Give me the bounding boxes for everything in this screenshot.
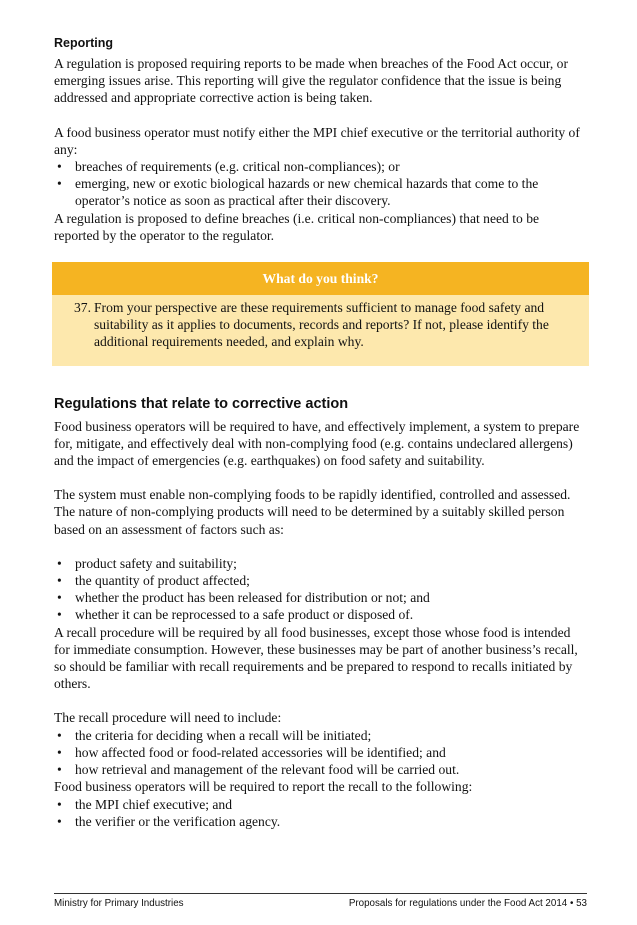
question-number: 37. xyxy=(74,300,91,316)
corrective-para-4: The recall procedure will need to include: xyxy=(54,710,282,726)
footer-document-title-page: Proposals for regulations under the Food Act 2014 • 53 xyxy=(348,898,587,909)
corrective-para-1: Food business operators will be required to have, and effectively implement, a system to prepare for, mitigate, and effectively deal with non-complying food (e.g. contains undeclared allergens) and the impact of emergencies (e.g. earthquakes) on food safety and suitability. xyxy=(54,418,580,469)
factors-bullet-list xyxy=(54,555,587,624)
list-item: • whether it can be reprocessed to a safe product or disposed of. xyxy=(54,606,587,623)
reporting-bullet-list xyxy=(54,158,587,210)
page-content xyxy=(54,36,587,830)
list-item: • the verifier or the verification agency. xyxy=(54,813,587,830)
report-recipients-bullet-list xyxy=(54,796,587,830)
page-footer xyxy=(54,893,587,909)
reporting-para-2: A food business operator must notify either the MPI chief executive or the territorial authority of any: xyxy=(54,124,580,157)
list-item: • the criteria for deciding when a recall will be initiated; xyxy=(54,727,587,744)
list-item: • emerging, new or exotic biological hazards or new chemical hazards that come to the operator’s notice as soon as practical after their discovery. xyxy=(54,175,587,209)
question-box-title: What do you think? xyxy=(52,262,589,295)
question-box-body xyxy=(52,295,589,366)
corrective-para-2: The system must enable non-complying foods to be rapidly identified, controlled and assessed. The nature of non-complying products will need to be determined by a suitably skilled person based on an assessment of factors such as: xyxy=(54,487,571,537)
list-item: • the quantity of product affected; xyxy=(54,572,587,589)
question-item xyxy=(74,299,577,351)
list-item: • how affected food or food-related accessories will be identified; and xyxy=(54,744,587,761)
list-item: • the MPI chief executive; and xyxy=(54,796,587,813)
corrective-para-5: Food business operators will be required to report the recall to the following: xyxy=(54,779,473,795)
reporting-heading: Reporting xyxy=(54,36,114,50)
reporting-para-3: A regulation is proposed to define breaches (i.e. critical non-compliances) that need to be reported by the operator to the regulator. xyxy=(54,210,540,243)
footer-organisation: Ministry for Primary Industries xyxy=(54,898,184,909)
list-item: • breaches of requirements (e.g. critical non-compliances); or xyxy=(54,158,587,175)
list-item: • how retrieval and management of the relevant food will be carried out. xyxy=(54,761,587,778)
reporting-para-1: A regulation is proposed requiring reports to be made when breaches of the Food Act occur, or emerging issues arise. This reporting will give the regulator confidence that the issue is being addressed and appropriate corrective action is being taken. xyxy=(54,56,568,106)
question-box xyxy=(52,262,589,366)
recall-procedure-bullet-list xyxy=(54,727,587,779)
corrective-para-3: A recall procedure will be required by all food businesses, except those whose food is intended for immediate consumption. However, these businesses may be part of another business’s recall, so should be familiar with recall requirements and be prepared to respond to recalls initiated by others. xyxy=(54,624,578,692)
list-item: • whether the product has been released for distribution or not; and xyxy=(54,589,587,606)
list-item: • product safety and suitability; xyxy=(54,555,587,572)
question-text: From your perspective are these requirements sufficient to manage food safety and suitability as it applies to documents, records and reports? If not, please identify the additional requirements needed, and explain why. xyxy=(94,300,549,350)
corrective-action-heading: Regulations that relate to corrective action xyxy=(54,395,349,412)
